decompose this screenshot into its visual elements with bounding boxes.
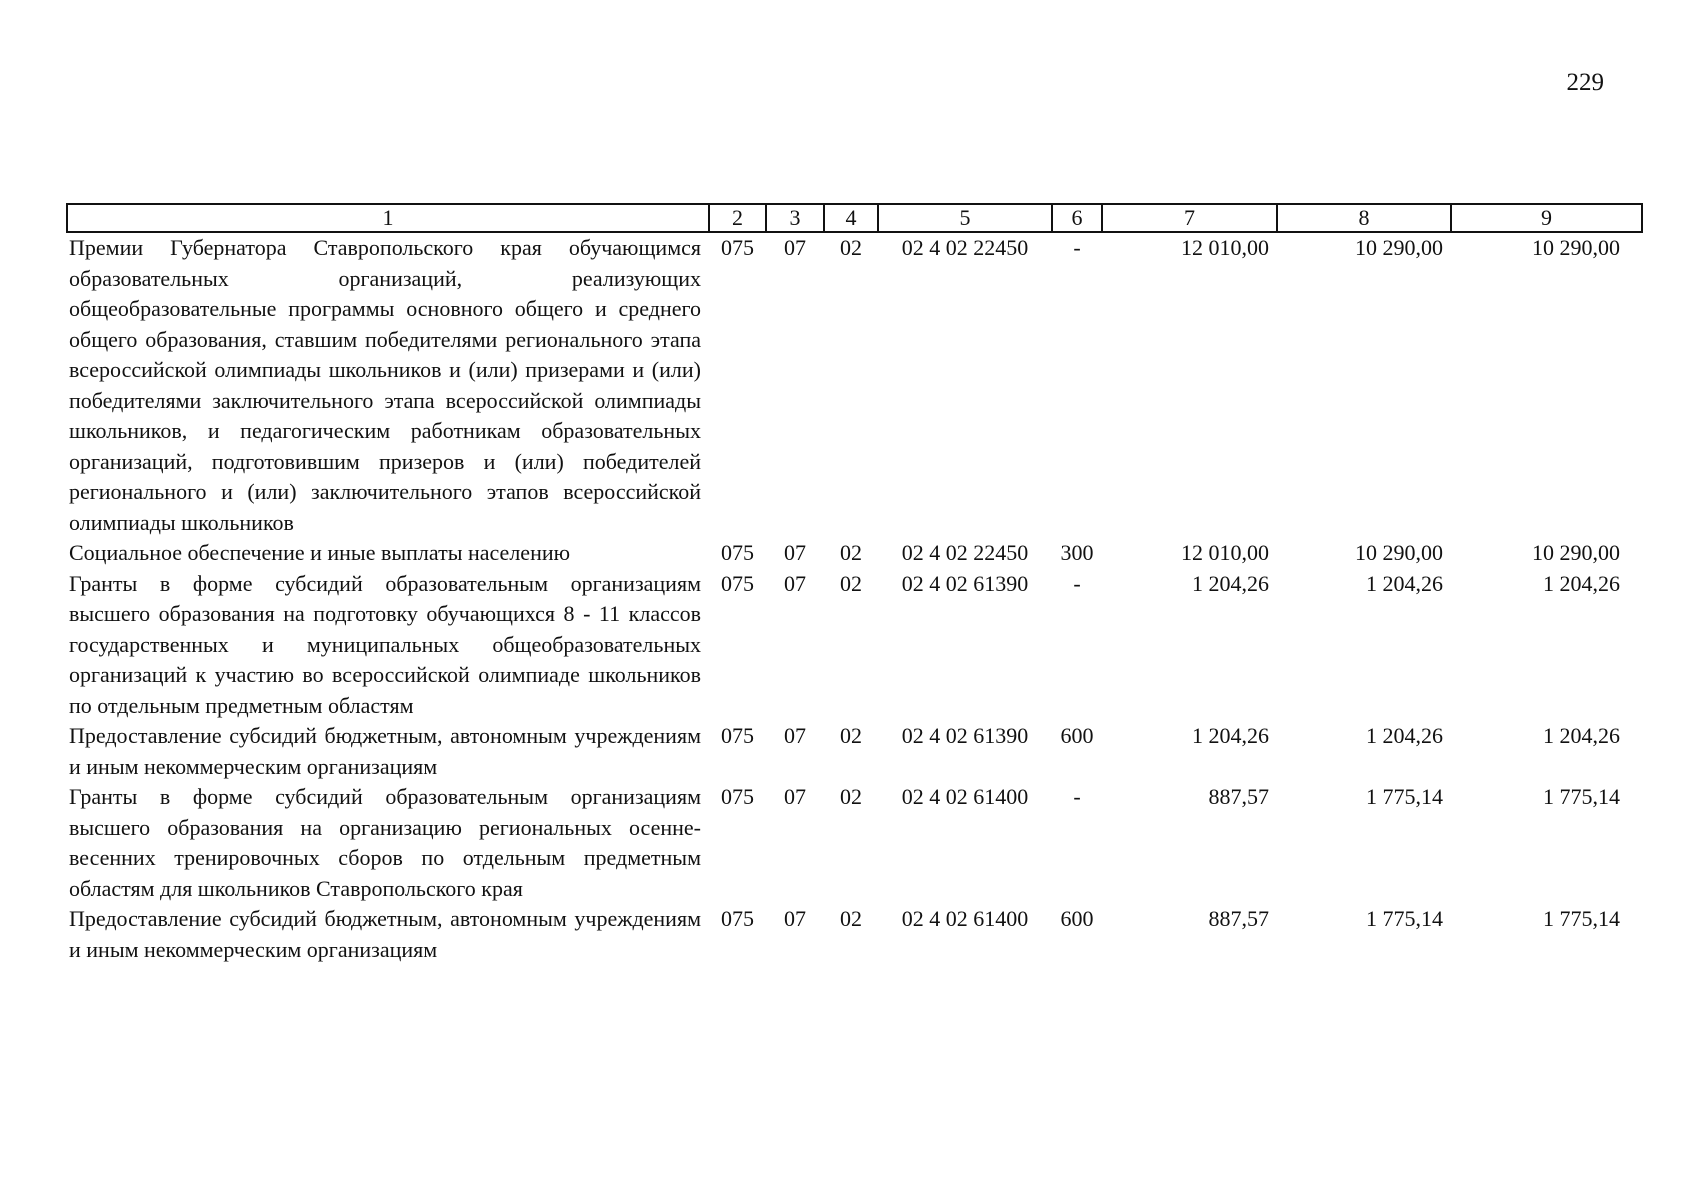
- header-cell: 4: [824, 204, 878, 232]
- ministry-code: 075: [721, 784, 754, 809]
- header-cell: 2: [709, 204, 766, 232]
- expense-type-code: -: [1073, 570, 1081, 596]
- amount-year-1: 1 204,26: [1192, 723, 1269, 748]
- ministry-code: 075: [721, 570, 754, 596]
- expense-type-code: -: [1073, 235, 1081, 260]
- header-cell: 8: [1277, 204, 1451, 232]
- amount-year-2: 1 204,26: [1366, 570, 1443, 596]
- amount-year-1: 887,57: [1208, 906, 1269, 931]
- section-code: 07: [784, 235, 806, 260]
- row-name: Гранты в форме субсидий образовательным организациям высшего образования на подготовку обучающихся 8 - 11 классов государственных и муниципальных общеобразовательных организаций к участию во всероссийской олимпиаде школьников по отдельным предметным областям: [69, 570, 701, 718]
- header-cell: 7: [1102, 204, 1277, 232]
- ministry-code: 075: [721, 723, 754, 748]
- amount-year-2: 10 290,00: [1355, 235, 1443, 260]
- header-cell: 1: [67, 204, 709, 232]
- amount-year-2: 1 775,14: [1366, 906, 1443, 931]
- row-name: Гранты в форме субсидий образовательным организациям высшего образования на организацию региональных осенне-весенних тренировочных сборов по отдельным предметным областям для школьников Ставропольского края: [69, 784, 701, 901]
- row-name: Социальное обеспечение и иные выплаты населению: [69, 540, 571, 565]
- amount-year-3: 1 775,14: [1543, 784, 1620, 809]
- target-code: 02 4 02 22450: [901, 235, 1029, 260]
- subsection-code: 02: [840, 906, 862, 931]
- target-code: 02 4 02 61390: [901, 570, 1029, 596]
- ministry-code: 075: [721, 906, 754, 931]
- subsection-code: 02: [840, 235, 862, 260]
- target-code: 02 4 02 22450: [901, 540, 1029, 565]
- ministry-code: 075: [721, 540, 754, 565]
- section-code: 07: [784, 784, 806, 809]
- amount-year-3: 10 290,00: [1532, 540, 1620, 565]
- expense-type-code: -: [1073, 784, 1081, 809]
- row-name: Предоставление субсидий бюджетным, автономным учреждениям и иным некоммерческим организациям: [69, 906, 701, 962]
- amount-year-3: 1 204,26: [1543, 570, 1620, 596]
- amount-year-2: 1 204,26: [1366, 723, 1443, 748]
- amount-year-1: 887,57: [1208, 784, 1269, 809]
- expense-type-code: 600: [1060, 906, 1094, 931]
- amount-year-2: 1 775,14: [1366, 784, 1443, 809]
- subsection-code: 02: [840, 784, 862, 809]
- target-code: 02 4 02 61390: [901, 723, 1029, 748]
- table-row: [67, 569, 1642, 722]
- amount-year-2: 10 290,00: [1355, 540, 1443, 565]
- header-cell: 9: [1451, 204, 1642, 232]
- amount-year-1: 12 010,00: [1181, 540, 1269, 565]
- expense-type-code: 300: [1060, 540, 1094, 565]
- amount-year-1: 1 204,26: [1192, 570, 1269, 596]
- table-row: [67, 782, 1642, 904]
- budget-table: [66, 203, 1643, 965]
- header-cell: 3: [766, 204, 824, 232]
- section-code: 07: [784, 540, 806, 565]
- subsection-code: 02: [840, 723, 862, 748]
- ministry-code: 075: [721, 235, 754, 260]
- target-code: 02 4 02 61400: [901, 906, 1029, 931]
- section-code: 07: [784, 570, 806, 596]
- table-row: [67, 721, 1642, 782]
- amount-year-3: 1 775,14: [1543, 906, 1620, 931]
- amount-year-1: 12 010,00: [1181, 235, 1269, 260]
- page-number: 229: [1566, 69, 1604, 96]
- amount-year-3: 1 204,26: [1543, 723, 1620, 748]
- table-header-row: [67, 204, 1642, 232]
- amount-year-3: 10 290,00: [1532, 235, 1620, 260]
- table-row: [67, 538, 1642, 569]
- table-row: [67, 904, 1642, 965]
- row-name: Предоставление субсидий бюджетным, автономным учреждениям и иным некоммерческим организациям: [69, 723, 701, 779]
- row-name: Премии Губернатора Ставропольского края обучающимся образовательных организаций, реализующих общеобразовательные программы основного общего и среднего общего образования, ставшим победителями регионального этапа всероссийской олимпиады школьников и (или) призерами и (или) победителями заключительного этапа всероссийской олимпиады школьников, и педагогическим работникам образовательных организаций, подготовившим призеров и (или) победителей регионального и (или) заключительного этапов всероссийской олимпиады школьников: [69, 235, 701, 535]
- expense-type-code: 600: [1060, 723, 1094, 748]
- section-code: 07: [784, 723, 806, 748]
- subsection-code: 02: [840, 540, 862, 565]
- header-cell: 5: [878, 204, 1052, 232]
- target-code: 02 4 02 61400: [901, 784, 1029, 809]
- section-code: 07: [784, 906, 806, 931]
- table-row: [67, 232, 1642, 538]
- header-cell: 6: [1052, 204, 1102, 232]
- subsection-code: 02: [840, 570, 862, 596]
